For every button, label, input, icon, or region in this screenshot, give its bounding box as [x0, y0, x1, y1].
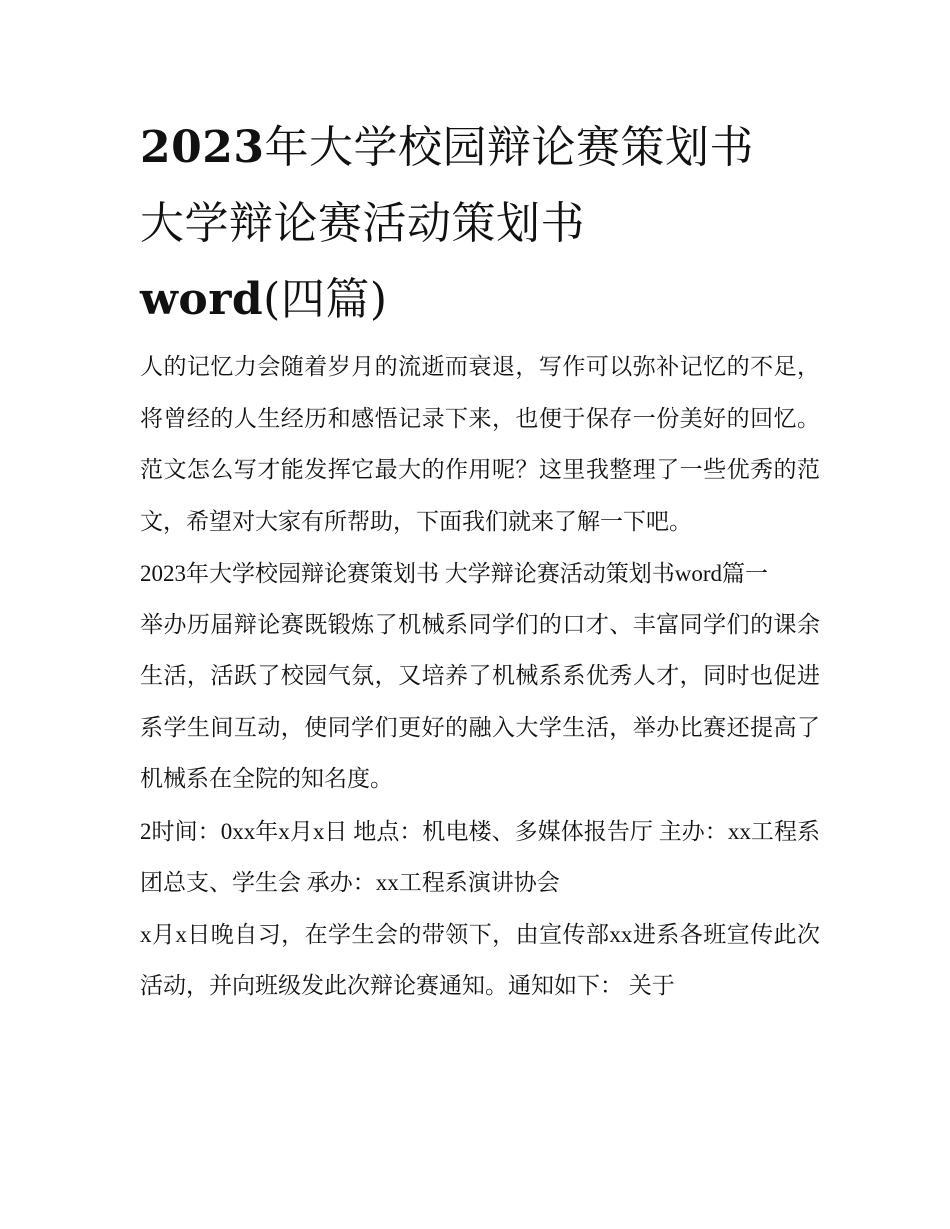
body-paragraph-2: x月x日晚自习，在学生会的带领下，由宣传部xx进系各班宣传此次活动，并向班级发此次辩论赛通知。通知如下： 关于	[140, 921, 820, 998]
body-paragraph-1: 举办历届辩论赛既锻炼了机械系同学们的口才、丰富同学们的课余生活，活跃了校园气氛，又培养了机械系系优秀人才，同时也促进系学生间互动，使同学们更好的融入大学生活，举办比赛还提高了机械系在全院的知名度。	[140, 611, 820, 792]
title-four-pieces: (四篇)	[263, 274, 388, 325]
section-heading: 2023年大学校园辩论赛策划书 大学辩论赛活动策划书word篇一	[140, 561, 769, 586]
document-title	[140, 110, 820, 338]
event-info-line: 2时间：0xx年x月x日 地点：机电楼、多媒体报告厅 主办：xx工程系团总支、学生会 承办：xx工程系演讲协会	[140, 818, 820, 895]
intro-paragraph: 人的记忆力会随着岁月的流逝而衰退，写作可以弥补记忆的不足，将曾经的人生经历和感悟记录下来，也便于保存一份美好的回忆。范文怎么写才能发挥它最大的作用呢？这里我整理了一些优秀的范文，希望对大家有所帮助，下面我们就来了解一下吧。	[140, 354, 820, 535]
title-line-2: 大学辩论赛活动策划书	[140, 198, 585, 249]
title-line-1: 年大学校园辩论赛策划书	[264, 122, 754, 173]
title-word: word	[140, 274, 264, 325]
title-year: 2023	[140, 122, 265, 173]
document-page	[140, 110, 820, 1012]
